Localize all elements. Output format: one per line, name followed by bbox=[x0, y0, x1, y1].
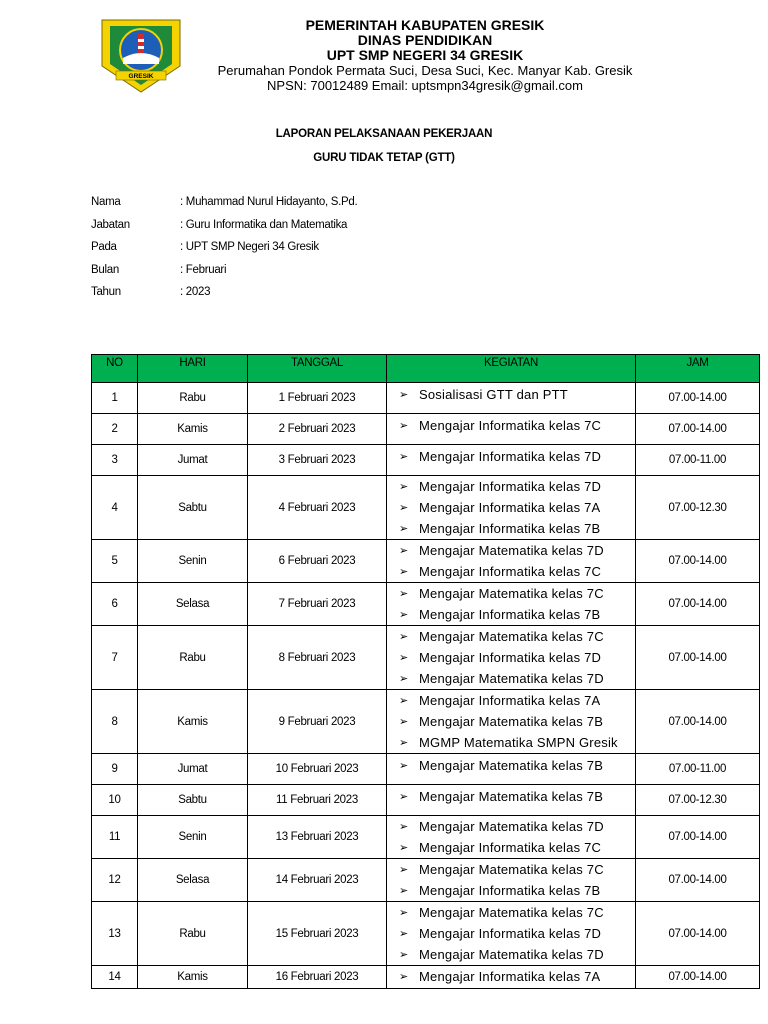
arrow-bullet-icon: ➢ bbox=[399, 502, 409, 514]
arrow-bullet-icon: ➢ bbox=[399, 760, 409, 772]
arrow-bullet-icon: ➢ bbox=[399, 737, 409, 749]
activity-text: MGMP Matematika SMPN Gresik bbox=[419, 735, 618, 750]
cell-hari: Rabu bbox=[138, 626, 248, 690]
identity-label: Pada bbox=[91, 241, 117, 253]
identity-value: : Februari bbox=[180, 263, 227, 276]
arrow-bullet-icon: ➢ bbox=[399, 864, 409, 876]
table-row bbox=[92, 785, 760, 816]
cell-kegiatan bbox=[387, 414, 636, 445]
cell-kegiatan bbox=[387, 754, 636, 785]
table-row bbox=[92, 583, 760, 626]
activity-text: Mengajar Informatika kelas 7D bbox=[419, 449, 602, 464]
activity-text: Mengajar Informatika kelas 7A bbox=[419, 969, 601, 984]
cell-no: 5 bbox=[92, 540, 138, 583]
cell-tanggal: 4 Februari 2023 bbox=[248, 476, 387, 540]
cell-tanggal: 1 Februari 2023 bbox=[248, 383, 387, 414]
activity-item bbox=[399, 561, 635, 582]
cell-no: 4 bbox=[92, 476, 138, 540]
table-row bbox=[92, 476, 760, 540]
cell-no: 3 bbox=[92, 445, 138, 476]
cell-hari: Selasa bbox=[138, 583, 248, 626]
cell-hari: Sabtu bbox=[138, 476, 248, 540]
cell-jam: 07.00-14.00 bbox=[636, 902, 760, 966]
cell-kegiatan bbox=[387, 476, 636, 540]
activity-item bbox=[399, 446, 635, 467]
activity-item bbox=[399, 732, 635, 753]
letterhead-contact: NPSN: 70012489 Email: uptsmpn34gresik@gmail.com bbox=[267, 78, 583, 93]
arrow-bullet-icon: ➢ bbox=[399, 481, 409, 493]
cell-tanggal: 9 Februari 2023 bbox=[248, 690, 387, 754]
table-row bbox=[92, 445, 760, 476]
activity-text: Mengajar Matematika kelas 7B bbox=[419, 758, 604, 773]
activity-text: Mengajar Matematika kelas 7C bbox=[419, 862, 604, 877]
cell-no: 1 bbox=[92, 383, 138, 414]
gresik-regency-logo bbox=[98, 14, 184, 96]
cell-kegiatan bbox=[387, 690, 636, 754]
arrow-bullet-icon: ➢ bbox=[399, 523, 409, 535]
activity-item bbox=[399, 902, 635, 923]
arrow-bullet-icon: ➢ bbox=[399, 451, 409, 463]
identity-value: : Muhammad Nurul Hidayanto, S.Pd. bbox=[180, 196, 358, 208]
cell-no: 9 bbox=[92, 754, 138, 785]
arrow-bullet-icon: ➢ bbox=[399, 609, 409, 621]
cell-kegiatan bbox=[387, 816, 636, 859]
cell-no: 12 bbox=[92, 859, 138, 902]
activity-text: Mengajar Matematika kelas 7D bbox=[419, 819, 604, 834]
cell-hari: Rabu bbox=[138, 383, 248, 414]
cell-hari: Sabtu bbox=[138, 785, 248, 816]
arrow-bullet-icon: ➢ bbox=[399, 716, 409, 728]
activity-text: Mengajar Informatika kelas 7C bbox=[419, 564, 602, 579]
cell-hari: Jumat bbox=[138, 754, 248, 785]
activity-text: Mengajar Informatika kelas 7B bbox=[419, 883, 601, 898]
activity-item bbox=[399, 923, 635, 944]
arrow-bullet-icon: ➢ bbox=[399, 588, 409, 600]
cell-jam: 07.00-14.00 bbox=[636, 690, 760, 754]
report-subtitle: GURU TIDAK TETAP (GTT) bbox=[313, 152, 455, 164]
activity-item bbox=[399, 384, 635, 405]
cell-no: 2 bbox=[92, 414, 138, 445]
activity-item bbox=[399, 540, 635, 561]
identity-row bbox=[91, 264, 357, 287]
cell-tanggal: 2 Februari 2023 bbox=[248, 414, 387, 445]
cell-jam: 07.00-11.00 bbox=[636, 754, 760, 785]
table-row bbox=[92, 859, 760, 902]
arrow-bullet-icon: ➢ bbox=[399, 928, 409, 940]
activity-text: Mengajar Informatika kelas 7D bbox=[419, 479, 602, 494]
cell-tanggal: 3 Februari 2023 bbox=[248, 445, 387, 476]
identity-value: : Guru Informatika dan Matematika bbox=[180, 218, 348, 231]
cell-no: 13 bbox=[92, 902, 138, 966]
activity-item bbox=[399, 476, 635, 497]
arrow-bullet-icon: ➢ bbox=[399, 791, 409, 803]
activity-item bbox=[399, 497, 635, 518]
activity-item bbox=[399, 880, 635, 901]
identity-label: Jabatan bbox=[91, 218, 130, 231]
activity-item bbox=[399, 711, 635, 732]
table-row bbox=[92, 902, 760, 966]
activity-text: Mengajar Informatika kelas 7D bbox=[419, 926, 602, 941]
cell-hari: Jumat bbox=[138, 445, 248, 476]
activity-item bbox=[399, 816, 635, 837]
activity-text: Mengajar Informatika kelas 7B bbox=[419, 607, 601, 622]
activity-text: Mengajar Matematika kelas 7C bbox=[419, 629, 604, 644]
activity-item bbox=[399, 786, 635, 807]
cell-no: 10 bbox=[92, 785, 138, 816]
activity-text: Mengajar Matematika kelas 7D bbox=[419, 543, 604, 558]
table-row bbox=[92, 414, 760, 445]
arrow-bullet-icon: ➢ bbox=[399, 842, 409, 854]
arrow-bullet-icon: ➢ bbox=[399, 673, 409, 685]
arrow-bullet-icon: ➢ bbox=[399, 971, 409, 983]
activity-text: Mengajar Matematika kelas 7C bbox=[419, 905, 604, 920]
header-no: NO bbox=[92, 355, 138, 383]
table-row bbox=[92, 816, 760, 859]
cell-kegiatan bbox=[387, 583, 636, 626]
activity-text: Mengajar Informatika kelas 7B bbox=[419, 521, 601, 536]
table-row bbox=[92, 540, 760, 583]
logo-text: GRESIK bbox=[128, 73, 154, 80]
cell-jam: 07.00-14.00 bbox=[636, 859, 760, 902]
table-row bbox=[92, 690, 760, 754]
cell-jam: 07.00-14.00 bbox=[636, 966, 760, 989]
header-jam: JAM bbox=[636, 355, 760, 383]
cell-jam: 07.00-14.00 bbox=[636, 816, 760, 859]
identity-row bbox=[91, 219, 357, 242]
identity-row bbox=[91, 196, 357, 219]
cell-kegiatan bbox=[387, 902, 636, 966]
activity-text: Mengajar Matematika kelas 7B bbox=[419, 789, 604, 804]
cell-tanggal: 8 Februari 2023 bbox=[248, 626, 387, 690]
cell-tanggal: 13 Februari 2023 bbox=[248, 816, 387, 859]
arrow-bullet-icon: ➢ bbox=[399, 389, 409, 401]
cell-tanggal: 10 Februari 2023 bbox=[248, 754, 387, 785]
identity-row bbox=[91, 286, 357, 309]
table-row bbox=[92, 626, 760, 690]
cell-tanggal: 7 Februari 2023 bbox=[248, 583, 387, 626]
activity-item bbox=[399, 583, 635, 604]
cell-jam: 07.00-12.30 bbox=[636, 785, 760, 816]
cell-kegiatan bbox=[387, 540, 636, 583]
arrow-bullet-icon: ➢ bbox=[399, 695, 409, 707]
letterhead-government: PEMERINTAH KABUPATEN GRESIK bbox=[305, 17, 545, 33]
cell-kegiatan bbox=[387, 859, 636, 902]
cell-tanggal: 6 Februari 2023 bbox=[248, 540, 387, 583]
cell-jam: 07.00-12.30 bbox=[636, 476, 760, 540]
activity-item bbox=[399, 518, 635, 539]
activity-text: Mengajar Matematika kelas 7D bbox=[419, 671, 604, 686]
cell-kegiatan bbox=[387, 445, 636, 476]
activity-item bbox=[399, 647, 635, 668]
cell-tanggal: 11 Februari 2023 bbox=[248, 785, 387, 816]
activity-item bbox=[399, 690, 635, 711]
cell-hari: Kamis bbox=[138, 966, 248, 989]
arrow-bullet-icon: ➢ bbox=[399, 949, 409, 961]
header-tanggal: TANGGAL bbox=[248, 355, 387, 383]
cell-hari: Selasa bbox=[138, 859, 248, 902]
identity-label: Nama bbox=[91, 196, 121, 208]
activity-item bbox=[399, 966, 635, 987]
letterhead bbox=[190, 18, 660, 93]
activity-table bbox=[91, 354, 760, 989]
cell-jam: 07.00-14.00 bbox=[636, 626, 760, 690]
activity-text: Mengajar Informatika kelas 7A bbox=[419, 693, 601, 708]
cell-jam: 07.00-14.00 bbox=[636, 383, 760, 414]
cell-kegiatan bbox=[387, 383, 636, 414]
cell-no: 8 bbox=[92, 690, 138, 754]
arrow-bullet-icon: ➢ bbox=[399, 545, 409, 557]
letterhead-department: DINAS PENDIDIKAN bbox=[357, 32, 493, 48]
activity-item bbox=[399, 837, 635, 858]
cell-jam: 07.00-14.00 bbox=[636, 414, 760, 445]
table-row bbox=[92, 966, 760, 989]
header-kegiatan: KEGIATAN bbox=[387, 355, 636, 383]
activity-item bbox=[399, 604, 635, 625]
activity-item bbox=[399, 944, 635, 965]
activity-item bbox=[399, 626, 635, 647]
cell-kegiatan bbox=[387, 626, 636, 690]
cell-tanggal: 16 Februari 2023 bbox=[248, 966, 387, 989]
identity-block bbox=[91, 196, 357, 309]
table-header-row bbox=[92, 355, 760, 383]
arrow-bullet-icon: ➢ bbox=[399, 420, 409, 432]
activity-text: Mengajar Matematika kelas 7B bbox=[419, 714, 604, 729]
cell-hari: Senin bbox=[138, 540, 248, 583]
identity-label: Bulan bbox=[91, 263, 119, 276]
activity-text: Mengajar Informatika kelas 7D bbox=[419, 650, 602, 665]
activity-text: Mengajar Matematika kelas 7C bbox=[419, 586, 604, 601]
cell-jam: 07.00-14.00 bbox=[636, 540, 760, 583]
activity-item bbox=[399, 415, 635, 436]
cell-no: 6 bbox=[92, 583, 138, 626]
identity-value: : 2023 bbox=[180, 286, 211, 298]
letterhead-address: Perumahan Pondok Permata Suci, Desa Suci, Kec. Manyar Kab. Gresik bbox=[217, 63, 633, 78]
identity-label: Tahun bbox=[91, 286, 121, 298]
arrow-bullet-icon: ➢ bbox=[399, 907, 409, 919]
table-row bbox=[92, 754, 760, 785]
cell-no: 14 bbox=[92, 966, 138, 989]
cell-jam: 07.00-14.00 bbox=[636, 583, 760, 626]
cell-tanggal: 14 Februari 2023 bbox=[248, 859, 387, 902]
cell-jam: 07.00-11.00 bbox=[636, 445, 760, 476]
arrow-bullet-icon: ➢ bbox=[399, 631, 409, 643]
cell-no: 11 bbox=[92, 816, 138, 859]
cell-kegiatan bbox=[387, 966, 636, 989]
activity-text: Mengajar Matematika kelas 7D bbox=[419, 947, 604, 962]
table-row bbox=[92, 383, 760, 414]
cell-tanggal: 15 Februari 2023 bbox=[248, 902, 387, 966]
identity-value: : UPT SMP Negeri 34 Gresik bbox=[180, 241, 319, 253]
report-title: LAPORAN PELAKSANAAN PEKERJAAN bbox=[275, 128, 493, 140]
cell-no: 7 bbox=[92, 626, 138, 690]
arrow-bullet-icon: ➢ bbox=[399, 652, 409, 664]
cell-hari: Kamis bbox=[138, 690, 248, 754]
activity-text: Sosialisasi GTT dan PTT bbox=[419, 387, 568, 402]
activity-text: Mengajar Informatika kelas 7C bbox=[419, 840, 602, 855]
activity-text: Mengajar Informatika kelas 7A bbox=[419, 500, 601, 515]
arrow-bullet-icon: ➢ bbox=[399, 821, 409, 833]
activity-text: Mengajar Informatika kelas 7C bbox=[419, 418, 602, 433]
activity-item bbox=[399, 859, 635, 880]
activity-item bbox=[399, 668, 635, 689]
arrow-bullet-icon: ➢ bbox=[399, 566, 409, 578]
cell-hari: Rabu bbox=[138, 902, 248, 966]
identity-row bbox=[91, 241, 357, 264]
cell-kegiatan bbox=[387, 785, 636, 816]
cell-hari: Senin bbox=[138, 816, 248, 859]
letterhead-school: UPT SMP NEGERI 34 GRESIK bbox=[326, 47, 524, 63]
activity-item bbox=[399, 755, 635, 776]
arrow-bullet-icon: ➢ bbox=[399, 885, 409, 897]
header-hari: HARI bbox=[138, 355, 248, 383]
cell-hari: Kamis bbox=[138, 414, 248, 445]
